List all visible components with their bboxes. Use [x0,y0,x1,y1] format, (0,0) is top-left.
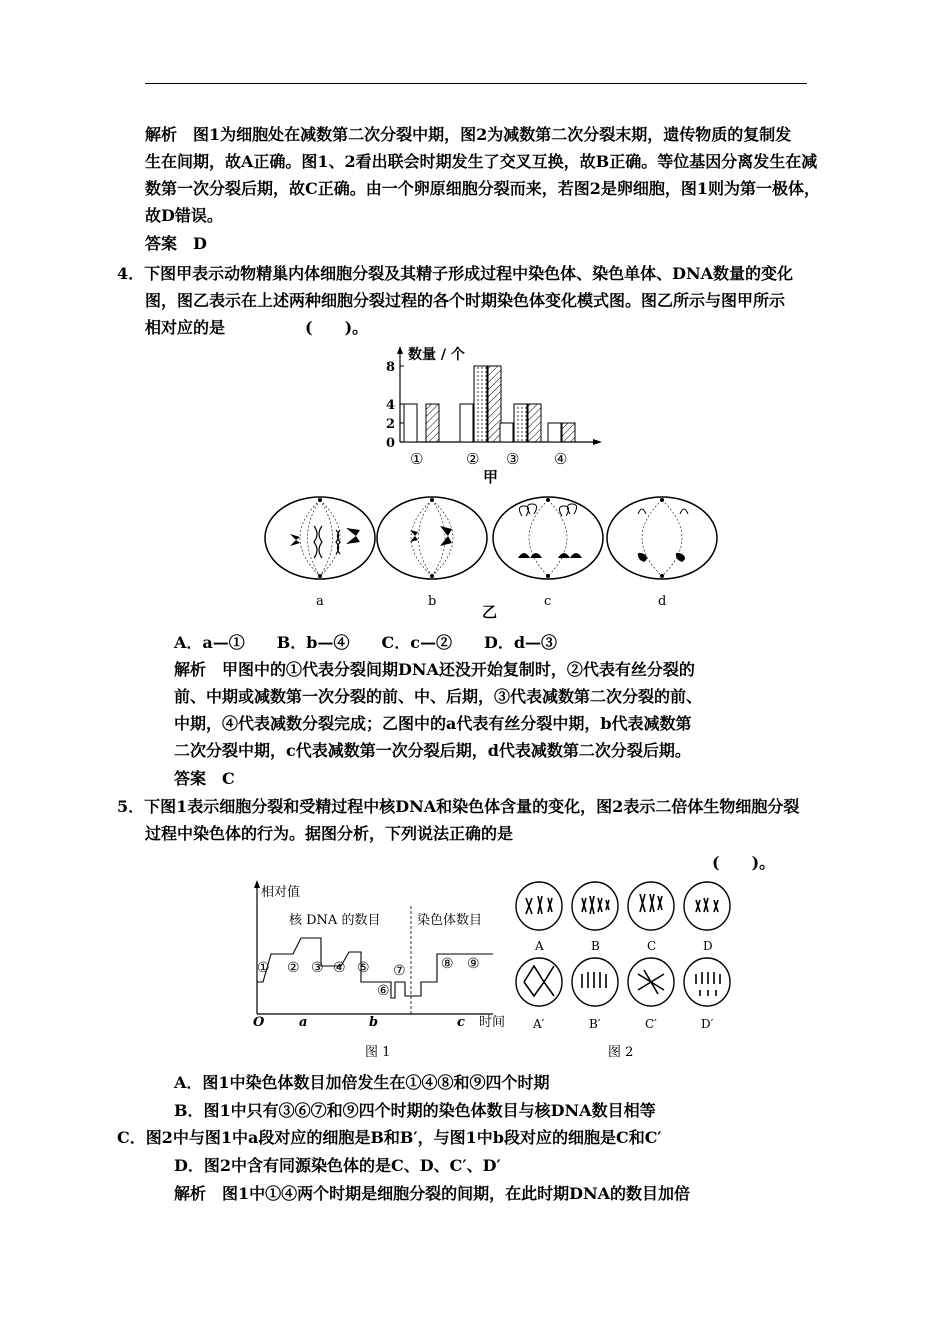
fig1-mark-b: b [369,1015,379,1030]
cell-label-a: a [316,594,324,609]
fig2-label-D-prime: D′ [701,1017,714,1031]
fig1-mark-a: a [299,1015,308,1030]
jia-ylabel: 数量 / 个 [408,347,465,363]
jia-bar-2-series-1 [460,404,473,442]
fig1-origin: O [253,1015,265,1030]
jia-bar-4-series-3 [562,423,575,442]
fig2-chromosomes [524,894,720,996]
fig1-stage-8: ⑧ [441,956,454,972]
q4-stem-line-3: 相对应的是 ( )。 [145,318,369,337]
cell-b-illustration [377,497,487,579]
fig1-label-dna: 核 DNA 的数目 [289,913,381,928]
jia-ytick-2: 2 [386,417,396,432]
fig1-stage-6: ⑥ [377,983,390,999]
jia-bar-3-series-1 [500,423,513,442]
fig1-stage-4: ④ [333,960,346,976]
fig1-mark-c: c [457,1015,465,1030]
fig2-caption: 图 2 [608,1045,634,1060]
jia-category-3: ③ [506,450,520,468]
q5-stem-line-2: 过程中染色体的行为。据图分析，下列说法正确的是 [145,824,514,843]
cell-label-d: d [658,594,667,609]
jia-y-arrow [397,346,403,354]
q5-option-d: D．图2中含有同源染色体的是C、D、C′、D′ [174,1156,501,1175]
q4-stem-line-1: 4．下图甲表示动物精巢内体细胞分裂及其精子形成过程中染色体、染色单体、DNA数量的变化 [117,264,794,283]
figure-jia-bar-chart [380,342,610,487]
q5-paren: ( )。 [712,853,776,872]
header-rule [145,83,807,84]
fig2-label-A-prime: A′ [533,1017,545,1031]
q5-option-b: B．图1中只有③⑥⑦和⑨四个时期的染色体数目与核DNA数目相等 [174,1101,656,1120]
fig1-stage-3: ③ [311,960,324,976]
q4-analysis-line-1: 解析 甲图中的①代表分裂间期DNA还没开始复制时，②代表有丝分裂的 [174,660,695,679]
jia-ytick-4: 4 [386,398,396,413]
jia-bar-3-series-3 [528,404,541,442]
fig1-ylabel: 相对值 [261,885,301,900]
q3-answer: 答案 D [145,234,207,253]
q4-options: A．a—① B．b—④ C．c—② D．d—③ [174,633,558,652]
fig1-stage-5: ⑤ [357,960,370,976]
fig2-label-C-prime: C′ [645,1017,657,1031]
figure1-step-graph [245,878,515,1063]
jia-x-arrow [593,439,602,445]
fig2-label-C: C [647,939,657,953]
q5-option-c: C．图2中与图1中a段对应的细胞是B和B′，与图1中b段对应的细胞是C和C′ [117,1128,662,1147]
jia-ytick-8: 8 [386,360,396,375]
jia-category-2: ② [466,450,480,468]
q3-analysis-line-1: 解析 图1为细胞处在减数第二次分裂中期，图2为减数第二次分裂末期，遗传物质的复制发 [145,125,792,144]
jia-bar-1-series-3 [426,404,439,442]
q4-analysis-line-4: 二次分裂中期，c代表减数第一次分裂后期，d代表减数第二次分裂后期。 [174,741,691,760]
fig1-xlabel: 时间 [479,1015,506,1030]
q3-analysis-line-4: 故D错误。 [145,206,223,225]
jia-category-4: ④ [554,450,568,468]
q3-analysis-line-2: 生在间期，故A正确。图1、2看出联会时期发生了交叉互换，故B正确。等位基因分离发生在减 [145,152,818,171]
fig1-label-chrom: 染色体数目 [417,913,483,928]
cell-a-illustration [265,497,375,579]
jia-caption: 甲 [483,468,499,486]
figure-yi-cells [260,492,740,622]
q4-analysis-line-2: 前、中期或减数第一次分裂的前、中、后期，③代表减数第二次分裂的前、 [174,687,703,706]
fig2-label-B: B [591,939,600,953]
jia-bar-3-series-2 [514,404,527,442]
q4-answer: 答案 C [174,769,235,788]
fig2-label-A: A [535,939,544,953]
cell-c-illustration [493,497,603,579]
jia-bar-4-series-1 [548,423,561,442]
jia-bar-2-series-2 [474,366,487,442]
jia-bar-2-series-3 [488,366,501,442]
figure2-cells [512,878,742,1063]
fig1-stage-7: ⑦ [393,963,406,979]
q5-option-a: A．图1中染色体数目加倍发生在①④⑧和⑨四个时期 [174,1073,550,1092]
cell-label-c: c [544,594,552,609]
yi-caption: 乙 [482,603,498,621]
q5-stem-line-1: 5．下图1表示细胞分裂和受精过程中核DNA和染色体含量的变化，图2表示二倍体生物细胞分裂 [117,797,800,816]
fig1-stage-2: ② [287,960,300,976]
q5-analysis: 解析 图1中①④两个时期是细胞分裂的间期，在此时期DNA的数目加倍 [174,1184,691,1203]
jia-bar-1-series-1 [404,404,417,442]
fig1-stage-9: ⑨ [467,956,480,972]
cell-d-illustration [607,497,717,579]
fig1-caption: 图 1 [365,1045,391,1060]
q4-stem-line-2: 图，图乙表示在上述两种细胞分裂过程的各个时期染色体变化模式图。图乙所示与图甲所示 [145,291,786,310]
q4-analysis-line-3: 中期，④代表减数分裂完成；乙图中的a代表有丝分裂中期，b代表减数第 [174,714,692,733]
jia-ytick-0: 0 [386,436,396,451]
fig2-label-B-prime: B′ [589,1017,601,1031]
fig2-label-D: D [703,939,713,953]
q3-analysis-line-3: 数第一次分裂后期，故C正确。由一个卵原细胞分裂而来，若图2是卵细胞，图1则为第一极体， [145,179,821,198]
jia-category-1: ① [410,450,424,468]
fig1-stage-1: ① [257,960,270,976]
cell-label-b: b [428,594,437,609]
